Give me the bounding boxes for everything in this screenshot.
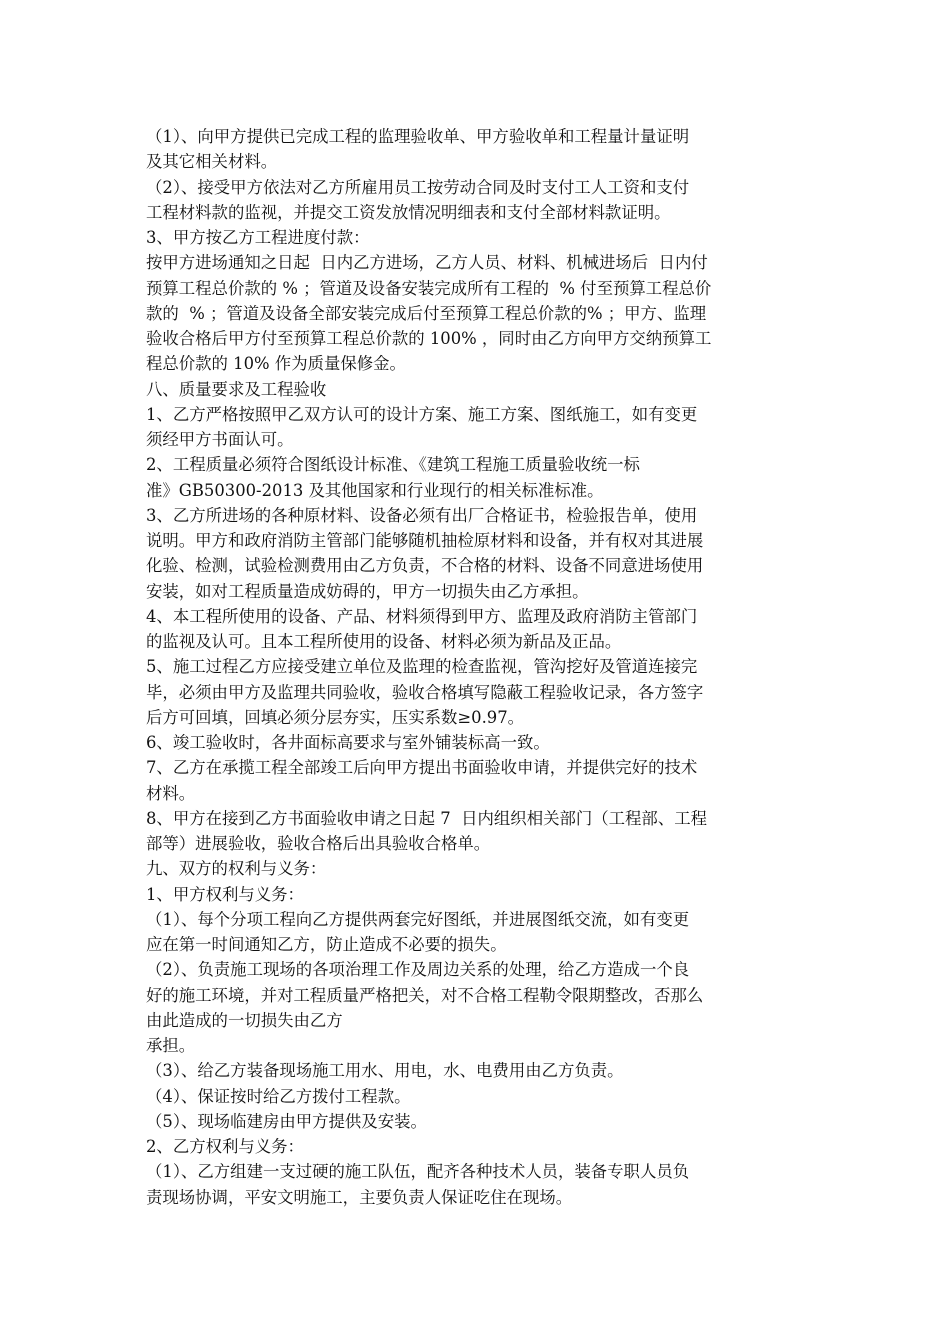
text-line: 验收合格后甲方付至预算工程总价款的 100% ，同时由乙方向甲方交纳预算工 <box>146 329 712 348</box>
text-line: 说明。甲方和政府消防主管部门能够随机抽检原材料和设备，并有权对其进展 <box>146 531 704 550</box>
text-line: 款的 % ；管道及设备全部安装完成后付至预算工程总价款的% ；甲方、监理 <box>146 303 707 323</box>
text-line: （1）、乙方组建一支过硬的施工队伍，配齐各种技术人员，装备专职人员负 <box>146 1162 690 1182</box>
text-line: （5）、现场临建房由甲方提供及安装。 <box>146 1111 427 1131</box>
text-line: 部等）进展验收，验收合格后出具验收合格单。 <box>146 834 491 853</box>
text-line: 5、施工过程乙方应接受建立单位及监理的检查监视，管沟挖好及管道连接完 <box>146 657 698 677</box>
text-line: 好的施工环境，并对工程质量严格把关，对不合格工程勒令限期整改，否那么 <box>146 985 704 1005</box>
text-line: 的监视及认可。且本工程所使用的设备、材料必须为新品及正品。 <box>146 632 622 651</box>
text-line: 须经甲方书面认可。 <box>146 430 294 449</box>
text-line: 7、乙方在承揽工程全部竣工后向甲方提出书面验收申请，并提供完好的技术 <box>146 758 698 778</box>
text-line: （2）、负责施工现场的各项治理工作及周边关系的处理，给乙方造成一个良 <box>146 960 690 980</box>
text-line: 8、甲方在接到乙方书面验收申请之日起 7 日内组织相关部门（工程部、工程 <box>146 808 707 828</box>
text-line: （3）、给乙方装备现场施工用水、用电，水、电费用由乙方负责。 <box>146 1061 624 1081</box>
text-line: 责现场协调，平安文明施工，主要负责人保证吃住在现场。 <box>146 1187 573 1207</box>
text-line: 及其它相关材料。 <box>146 152 278 172</box>
text-line: 1、乙方严格按照甲乙双方认可的设计方案、施工方案、图纸施工，如有变更 <box>146 404 698 424</box>
text-line: 程总价款的 10% 作为质量保修金。 <box>146 354 406 374</box>
text-line: 按甲方进场通知之日起 日内乙方进场，乙方人员、材料、机械进场后 日内付 <box>146 253 708 273</box>
text-line: 化验、检测，试验检测费用由乙方负责，不合格的材料、设备不同意进场使用 <box>146 556 704 576</box>
text-line: 承担。 <box>146 1036 196 1055</box>
text-line: 应在第一时间通知乙方，防止造成不必要的损失。 <box>146 935 507 954</box>
text-line: 工程材料款的监视，并提交工资发放情况明细表和支付全部材料款证明。 <box>146 202 671 222</box>
text-line: 后方可回填，回填必须分层夯实，压实系数≥0.97。 <box>146 707 525 727</box>
text-line: 4、本工程所使用的设备、产品、材料须得到甲方、监理及政府消防主管部门 <box>146 606 698 626</box>
text-line: 由此造成的一切损失由乙方 <box>146 1010 343 1030</box>
text-line: 2、工程质量必须符合图纸设计标准、《建筑工程施工质量验收统一标 <box>146 455 640 475</box>
text-line: 九、双方的权利与义务： <box>146 859 327 879</box>
text-line: （4）、保证按时给乙方拨付工程款。 <box>146 1086 411 1106</box>
text-line: 预算工程总价款的 % ；管道及设备安装完成所有工程的 % 付至预算工程总价 <box>146 278 712 298</box>
text-line: 6、竣工验收时，各井面标高要求与室外铺装标高一致。 <box>146 733 550 752</box>
text-line: 准》GB50300-2013 及其他国家和行业现行的相关标准标准。 <box>146 480 604 500</box>
text-line: 1、甲方权利与义务： <box>146 884 304 904</box>
text-line: 材料。 <box>146 783 196 803</box>
text-line: （1）、向甲方提供已完成工程的监理验收单、甲方验收单和工程量计量证明 <box>146 127 690 146</box>
text-line: 毕，必须由甲方及监理共同验收，验收合格填写隐蔽工程验收记录，各方签字 <box>146 682 704 702</box>
text-line: （2）、接受甲方依法对乙方所雇用员工按劳动合同及时支付工人工资和支付 <box>146 177 690 197</box>
document-body <box>146 124 806 1210</box>
text-line: 2、乙方权利与义务： <box>146 1137 304 1156</box>
text-line: 3、乙方所进场的各种原材料、设备必须有出厂合格证书，检验报告单，使用 <box>146 505 698 525</box>
text-line: （1）、每个分项工程向乙方提供两套完好图纸，并进展图纸交流，如有变更 <box>146 909 690 929</box>
text-line: 八、质量要求及工程验收 <box>146 379 327 399</box>
text-line: 3、甲方按乙方工程进度付款： <box>146 228 370 247</box>
text-line: 安装，如对工程质量造成妨碍的，甲方一切损失由乙方承担。 <box>146 581 589 601</box>
